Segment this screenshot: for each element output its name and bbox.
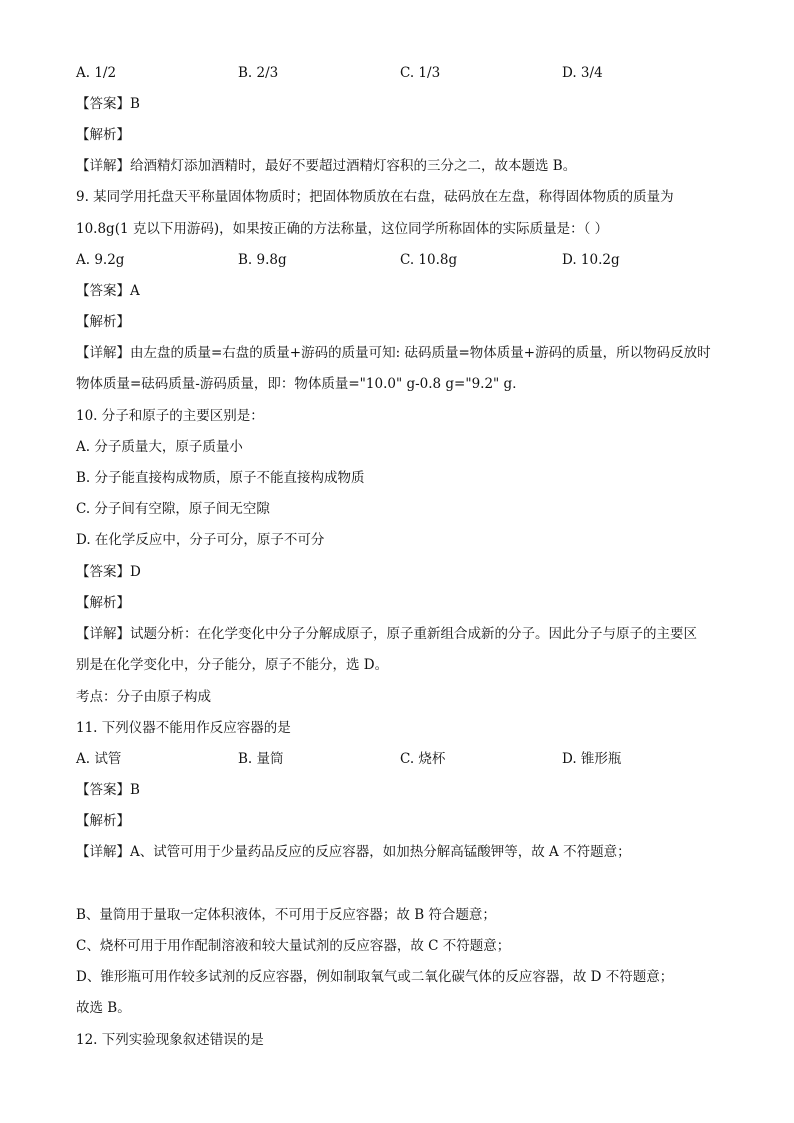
q11-option-d: D. 锥形瓶 [562,751,622,767]
q11-option-c: C. 烧杯 [400,751,446,767]
q9-option-a: A. 9.2g [76,252,125,268]
q9-stem-line-2: 10.8g(1 克以下用游码)，如果按正确的方法称量，这位同学所称固体的实际质量是：（ ） [76,221,609,237]
q10-stem: 10. 分子和原子的主要区别是： [76,408,264,424]
q12-stem: 12. 下列实验现象叙述错误的是 [76,1032,264,1048]
q10-option-b: B. 分子能直接构成物质，原子不能直接构成物质 [76,470,365,486]
q9-analysis-heading: 【解析】 [76,314,130,330]
q9-option-c: C. 10.8g [400,252,458,268]
q9-detail-line-2: 物体质量=砝码质量-游码质量，即：物体质量="10.0" g-0.8 g="9.2" g． [76,376,526,392]
q9-answer: 【答案】A [76,283,140,299]
q11-detail-b: B、量筒用于量取一定体积液体，不可用于反应容器；故 B 符合题意； [76,907,496,923]
q9-option-b: B. 9.8g [238,252,287,268]
q8-option-c: C. 1/3 [400,65,441,81]
q9-detail-line-1: 【详解】由左盘的质量=右盘的质量+游码的质量可知: 砝码质量=物体质量+游码的质量，所以物码反放时 [76,345,711,361]
q11-analysis-heading: 【解析】 [76,813,130,829]
q9-stem-line-1: 9. 某同学用托盘天平称量固体物质时；把固体物质放在右盘，砝码放在左盘，称得固体物质的质量为 [76,189,674,205]
q8-answer: 【答案】B [76,96,140,112]
q10-answer: 【答案】D [76,564,141,580]
q10-analysis-heading: 【解析】 [76,595,130,611]
q10-knowledge-point: 考点：分子由原子构成 [76,689,211,705]
q10-detail-line-2: 别是在化学变化中，分子能分，原子不能分，选 D。 [76,657,389,673]
q10-option-c: C. 分子间有空隙，原子间无空隙 [76,501,270,517]
q11-detail-c: C、烧杯可用于用作配制溶液和较大量试剂的反应容器，故 C 不符题意； [76,938,511,954]
q8-option-b: B. 2/3 [238,65,279,81]
q11-option-b: B. 量筒 [238,751,284,767]
q8-option-a: A. 1/2 [76,65,117,81]
q11-option-a: A. 试管 [76,751,122,767]
q8-option-d: D. 3/4 [562,65,603,81]
q9-option-d: D. 10.2g [562,252,620,268]
q11-detail-a: 【详解】A、试管可用于少量药品反应的反应容器，如加热分解高锰酸钾等，故 A 不符题意； [76,844,631,860]
q11-detail-d: D、锥形瓶可用作较多试剂的反应容器，例如制取氧气或二氧化碳气体的反应容器，故 D 不符题意； [76,969,674,985]
q11-answer: 【答案】B [76,782,140,798]
q8-analysis-heading: 【解析】 [76,127,130,143]
q11-stem: 11. 下列仪器不能用作反应容器的是 [76,720,291,736]
q8-detail: 【详解】给酒精灯添加酒精时，最好不要超过酒精灯容积的三分之二，故本题选 B。 [76,158,577,174]
q10-option-d: D. 在化学反应中，分子可分，原子不可分 [76,532,325,548]
q10-option-a: A. 分子质量大，原子质量小 [76,439,243,455]
q11-conclusion: 故选 B。 [76,1000,131,1016]
q10-detail-line-1: 【详解】试题分析：在化学变化中分子分解成原子，原子重新组合成新的分子。因此分子与原子的主要区 [76,626,697,642]
